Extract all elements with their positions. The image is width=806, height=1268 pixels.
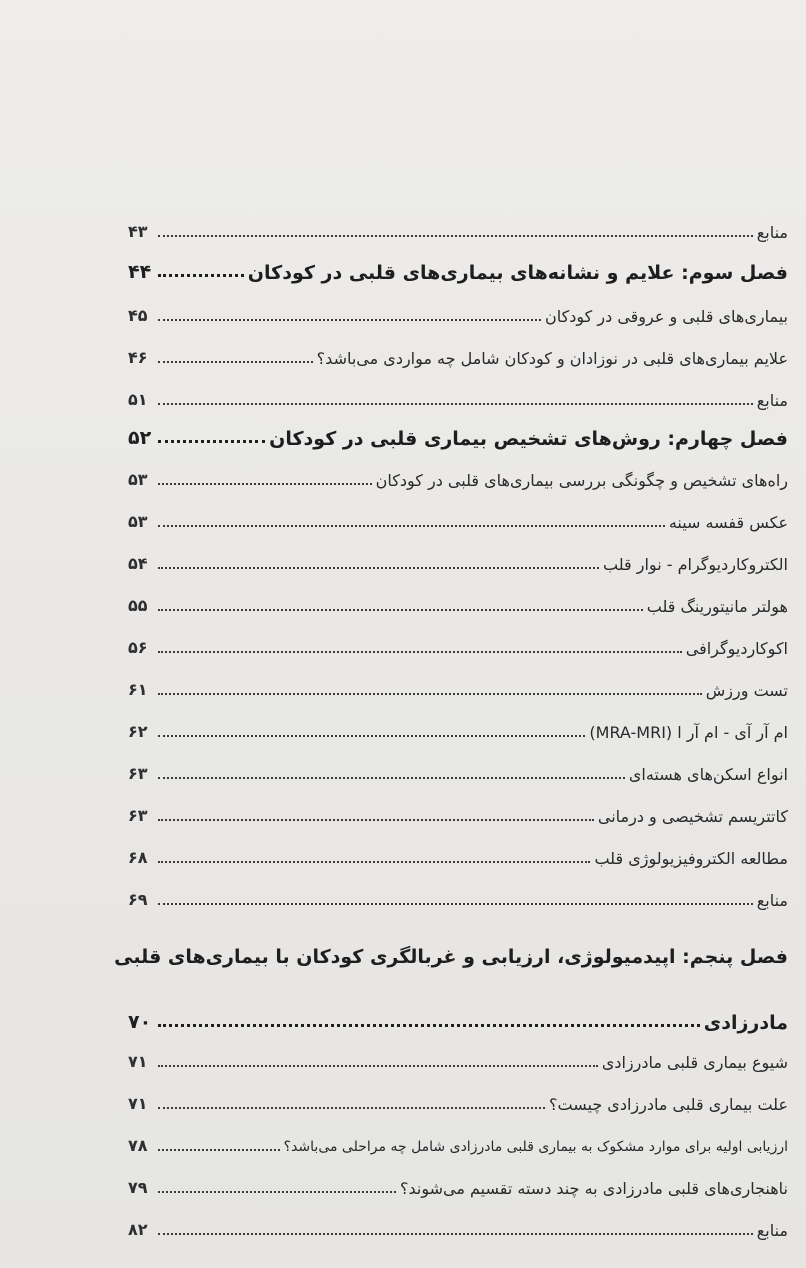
chapter-title: فصل سوم: علایم و نشانه‌های بیماری‌های قلبی در کودکان (247, 262, 788, 284)
entry-title: کاتتریسم تشخیصی و درمانی (597, 807, 788, 826)
page-number: ۴۴ (128, 261, 152, 283)
dot-leader (158, 903, 753, 905)
toc-entry[interactable] (128, 292, 788, 328)
toc-entry[interactable] (128, 708, 788, 744)
dot-leader (158, 693, 702, 695)
dot-leader (158, 361, 313, 363)
entry-title: بیماری‌های قلبی و عروقی در کودکان (545, 307, 788, 326)
toc-chapter-5-title-line[interactable]: فصل پنجم: اپیدمیولوژی، ارزیابی و غربالگری کودکان با بیماری‌های قلبی (114, 946, 788, 968)
page-number: ۷۸ (128, 1136, 148, 1155)
dot-leader (158, 651, 682, 653)
dot-leader (158, 777, 625, 779)
dot-leader (158, 861, 590, 863)
page-number: ۶۸ (128, 848, 148, 867)
page-number: ۷۰ (128, 1011, 152, 1033)
chapter-title: فصل چهارم: روش‌های تشخیص بیماری قلبی در کودکان (269, 428, 788, 450)
toc-entry[interactable] (128, 456, 788, 492)
dot-leader (158, 483, 372, 485)
page-number: ۵۶ (128, 638, 148, 657)
dot-leader (158, 1024, 700, 1027)
entry-title: مطالعه الکتروفیزیولوژی قلب (594, 849, 788, 868)
table-of-contents (114, 104, 788, 1240)
page-number: ۵۵ (128, 596, 148, 615)
dot-leader (158, 1065, 598, 1067)
dot-leader (158, 1191, 396, 1193)
page-number: ۸۲ (128, 1220, 148, 1239)
dot-leader (158, 274, 244, 277)
toc-entry[interactable] (128, 334, 788, 370)
entry-title: انواع اسکن‌های هسته‌ای (628, 765, 788, 784)
page-number: ۷۹ (128, 1178, 148, 1197)
entry-title: علایم بیماری‌های قلبی در نوزادان و کودکان شامل چه مواردی می‌باشد؟ (316, 349, 788, 368)
entry-title: منابع (756, 223, 788, 242)
entry-title: تست ورزش (705, 681, 788, 700)
toc-entry[interactable] (128, 1164, 788, 1200)
page-number: ۴۳ (128, 222, 148, 241)
toc-entry[interactable] (128, 834, 788, 870)
toc-entry[interactable] (128, 1080, 788, 1116)
toc-entry[interactable] (128, 1122, 788, 1158)
toc-entry-references[interactable] (128, 208, 788, 244)
page-number: ۴۵ (128, 306, 148, 325)
chapter-title: مادرزادی (703, 1012, 788, 1034)
page-number: ۴۶ (128, 348, 148, 367)
toc-entry-references[interactable] (128, 876, 788, 912)
toc-entry[interactable] (128, 1038, 788, 1074)
page-number: ۷۱ (128, 1052, 148, 1071)
dot-leader (158, 735, 585, 737)
dot-leader (158, 1107, 545, 1109)
page-number: ۶۹ (128, 890, 148, 909)
page-number: ۶۲ (128, 722, 148, 741)
entry-title: الکتروکاردیوگرام - نوار قلب (603, 555, 788, 574)
page-number: ۵۱ (128, 390, 148, 409)
page-number: ۶۳ (128, 806, 148, 825)
toc-entry-references[interactable] (128, 376, 788, 412)
entry-title: علت بیماری قلبی مادرزادی چیست؟ (549, 1095, 788, 1114)
entry-title: منابع (756, 1221, 788, 1240)
entry-title: ارزیابی اولیه برای موارد مشکوک به بیماری قلبی مادرزادی شامل چه مراحلی می‌باشد؟ (283, 1139, 788, 1155)
page-number: ۶۳ (128, 764, 148, 783)
toc-entry[interactable] (128, 540, 788, 576)
entry-title: هولتر مانیتورینگ قلب (646, 597, 788, 616)
toc-chapter-4[interactable] (128, 410, 788, 450)
dot-leader (158, 1233, 753, 1235)
toc-chapter-3[interactable] (128, 244, 788, 284)
page-number: ۷۱ (128, 1094, 148, 1113)
dot-leader (158, 609, 643, 611)
entry-title: ام آر آی - ام آر ا (MRA-MRI) (589, 723, 788, 742)
toc-entry[interactable] (128, 666, 788, 702)
toc-chapter-5[interactable] (128, 994, 788, 1034)
dot-leader (158, 567, 599, 569)
entry-title: عکس قفسه سینه (668, 513, 788, 532)
dot-leader (158, 403, 753, 405)
toc-entry[interactable] (128, 750, 788, 786)
page-number: ۵۳ (128, 512, 148, 531)
toc-entry[interactable] (128, 582, 788, 618)
page-number: ۵۳ (128, 470, 148, 489)
dot-leader (158, 1149, 280, 1151)
entry-title: راه‌های تشخیص و چگونگی بررسی بیماری‌های قلبی در کودکان (375, 471, 788, 490)
dot-leader (158, 440, 265, 443)
dot-leader (158, 235, 753, 237)
page-number: ۵۲ (128, 427, 152, 449)
toc-entry[interactable] (128, 624, 788, 660)
entry-title: اکوکاردیوگرافی (685, 639, 788, 658)
toc-entry[interactable] (128, 792, 788, 828)
dot-leader (158, 319, 541, 321)
entry-title: شیوع بیماری قلبی مادرزادی (601, 1053, 788, 1072)
page-number: ۶۱ (128, 680, 148, 699)
page-number: ۵۴ (128, 554, 148, 573)
entry-title: منابع (756, 391, 788, 410)
toc-entry-references[interactable] (128, 1206, 788, 1242)
entry-title: منابع (756, 891, 788, 910)
toc-entry[interactable] (128, 498, 788, 534)
dot-leader (158, 819, 594, 821)
entry-title: ناهنجاری‌های قلبی مادرزادی به چند دسته تقسیم می‌شوند؟ (399, 1179, 788, 1198)
dot-leader (158, 525, 665, 527)
